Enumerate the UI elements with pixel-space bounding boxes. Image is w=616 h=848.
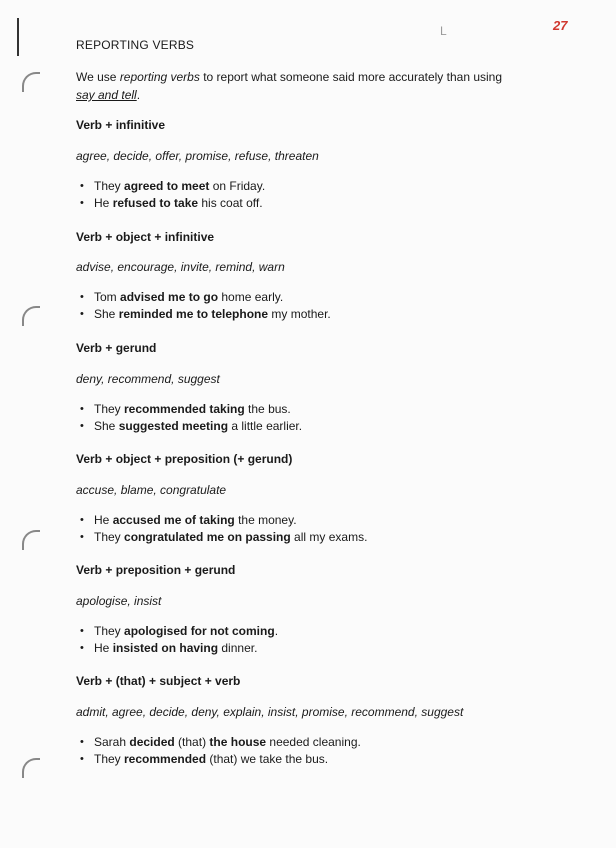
intro-text: We use — [76, 70, 120, 84]
punch-hole — [22, 530, 40, 550]
example-sentence — [76, 178, 265, 195]
example-list — [76, 178, 265, 212]
reporting-verb-phrase: advised me to go — [120, 290, 219, 304]
reporting-verb-phrase: the house — [209, 735, 267, 749]
example-text: all my exams. — [290, 530, 368, 544]
example-text: (that) — [174, 735, 210, 749]
example-text: on Friday. — [209, 179, 266, 193]
example-text: They — [94, 402, 125, 416]
verb-list: admit, agree, decide, deny, explain, insist, promise, recommend, suggest — [76, 705, 464, 719]
example-sentence — [76, 529, 367, 546]
example-text: He — [94, 641, 113, 655]
reporting-verb-phrase: apologised for not coming — [124, 624, 275, 638]
example-sentence — [76, 640, 278, 657]
example-text: She — [94, 419, 119, 433]
intro-text: . — [136, 88, 141, 102]
verb-list: agree, decide, offer, promise, refuse, threaten — [76, 149, 319, 163]
example-text: the money. — [234, 513, 297, 527]
example-list — [76, 734, 361, 768]
example-text: dinner. — [218, 641, 258, 655]
example-text: a little earlier. — [228, 419, 303, 433]
intro-text: to report what someone said more accurately than using — [199, 70, 503, 84]
margin-rule — [17, 18, 19, 56]
example-sentence — [76, 306, 331, 323]
example-sentence — [76, 401, 302, 418]
section-heading: Verb + infinitive — [76, 118, 166, 132]
example-text: They — [94, 179, 125, 193]
intro-underlined: say and tell — [76, 88, 137, 102]
example-sentence — [76, 623, 278, 640]
example-text: the bus. — [244, 402, 291, 416]
reporting-verb-phrase: agreed to meet — [124, 179, 210, 193]
example-text: needed cleaning. — [266, 735, 361, 749]
example-sentence — [76, 195, 265, 212]
example-text: his coat off. — [198, 196, 263, 210]
verb-list: apologise, insist — [76, 594, 162, 608]
example-sentence — [76, 512, 367, 529]
intro-term: reporting verbs — [119, 70, 200, 84]
example-text: Sarah — [94, 735, 130, 749]
example-sentence — [76, 418, 302, 435]
punch-hole — [22, 72, 40, 92]
reporting-verb-phrase: reminded me to telephone — [118, 307, 269, 321]
example-text: . — [274, 624, 279, 638]
example-text: my mother. — [268, 307, 331, 321]
section-heading: Verb + preposition + gerund — [76, 563, 236, 577]
example-text: He — [94, 196, 113, 210]
verb-list: accuse, blame, congratulate — [76, 483, 227, 497]
example-sentence — [76, 289, 331, 306]
reporting-verb-phrase: insisted on having — [112, 641, 219, 655]
reporting-verb-phrase: accused me of taking — [112, 513, 235, 527]
example-text: Tom — [94, 290, 121, 304]
example-text: (that) we take the bus. — [206, 752, 329, 766]
section-heading: Verb + object + preposition (+ gerund) — [76, 452, 293, 466]
punch-hole — [22, 758, 40, 778]
page-number: 27 — [553, 18, 568, 33]
intro-paragraph — [76, 68, 516, 104]
example-text: They — [94, 624, 125, 638]
example-list — [76, 289, 331, 323]
page-title: REPORTING VERBS — [76, 38, 195, 52]
example-list — [76, 401, 302, 435]
example-text: home early. — [218, 290, 284, 304]
reporting-verb-phrase: refused to take — [112, 196, 199, 210]
reporting-verb-phrase: decided — [129, 735, 175, 749]
reporting-verb-phrase: recommended taking — [124, 402, 245, 416]
verb-list: advise, encourage, invite, remind, warn — [76, 260, 285, 274]
example-text: They — [94, 530, 125, 544]
pencil-note: L — [440, 24, 447, 38]
example-list — [76, 512, 367, 546]
section-heading: Verb + gerund — [76, 341, 157, 355]
reporting-verb-phrase: suggested meeting — [118, 419, 229, 433]
example-text: She — [94, 307, 119, 321]
punch-hole — [22, 306, 40, 326]
section-heading: Verb + object + infinitive — [76, 230, 215, 244]
verb-list: deny, recommend, suggest — [76, 372, 220, 386]
reporting-verb-phrase: congratulated me on passing — [124, 530, 291, 544]
reporting-verb-phrase: recommended — [124, 752, 207, 766]
section-heading: Verb + (that) + subject + verb — [76, 674, 241, 688]
example-list — [76, 623, 278, 657]
example-text: They — [94, 752, 125, 766]
example-sentence — [76, 734, 361, 751]
example-text: He — [94, 513, 113, 527]
example-sentence — [76, 751, 361, 768]
